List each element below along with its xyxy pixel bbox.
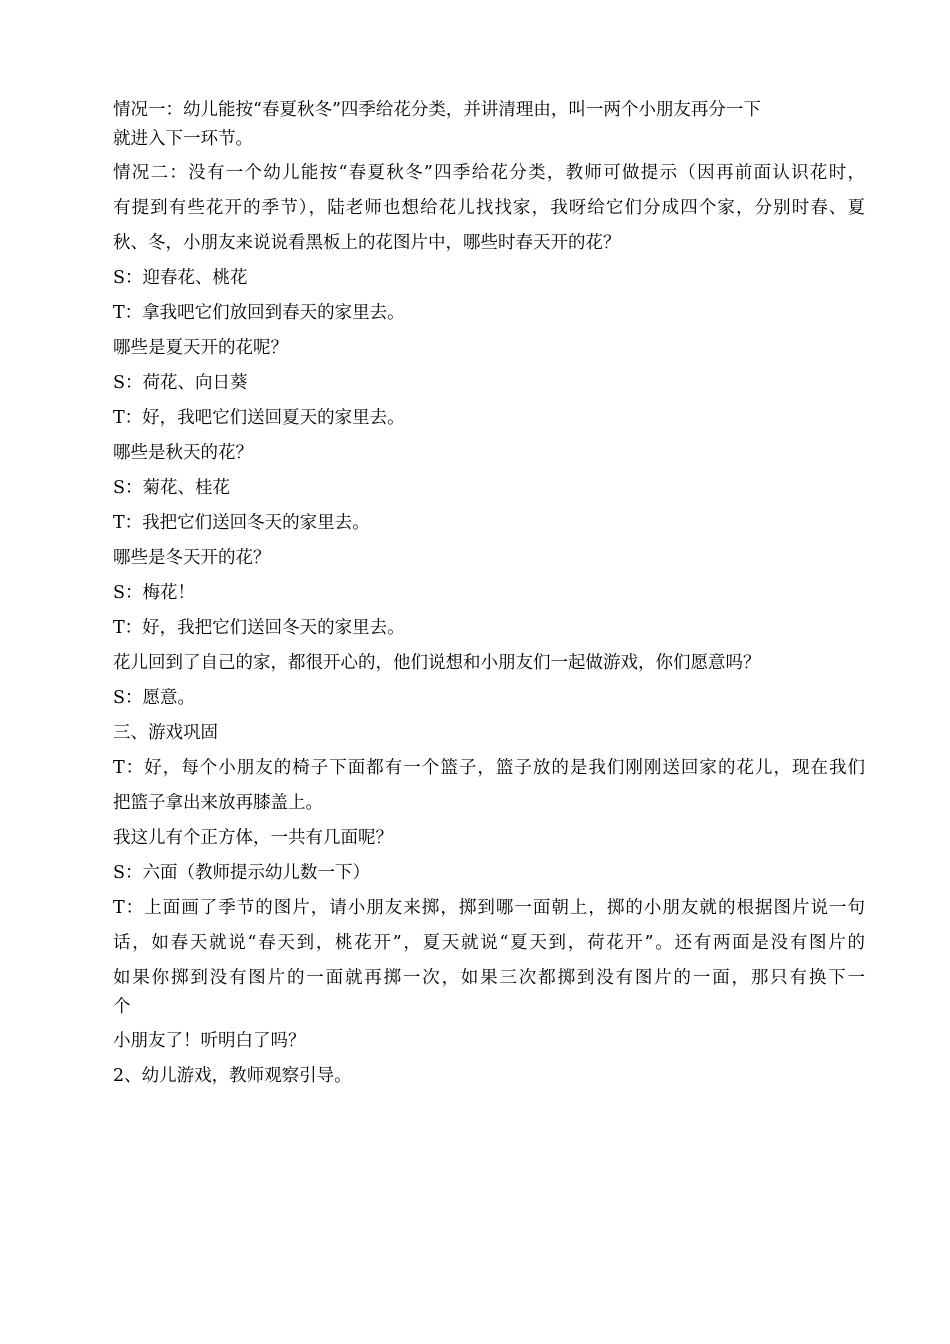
dialogue-line-9: S：荷花、向日葵 [113,373,248,393]
paragraph-line-3: 情况二：没有一个幼儿能按“春夏秋冬”四季给花分类，教师可做提示（因再前面认识花时， [113,163,865,183]
paragraph-line-27: 个 [113,997,131,1017]
dialogue-line-11: 哪些是秋天的花？ [113,443,253,463]
paragraph-line-4: 有提到有些花开的季节），陆老师也想给花儿找找家，我呀给它们分成四个家，分别时春、夏 [113,198,865,218]
paragraph-line-20: T：好，每个小朋友的椅子下面都有一个篮子，篮子放的是我们刚刚送回家的花儿，现在我们 [113,758,865,778]
paragraph-line-22: 我这儿有个正方体，一共有几面呢？ [113,828,393,848]
paragraph-line-26: 如果你掷到没有图片的一面就再掷一次，如果三次都掷到没有图片的一面，那只有换下一 [113,968,865,988]
paragraph-line-1: 情况一：幼儿能按“春夏秋冬”四季给花分类，并讲清理由，叫一两个小朋友再分一下 [113,100,761,120]
paragraph-line-5: 秋、冬，小朋友来说说看黑板上的花图片中，哪些时春天开的花？ [113,233,621,253]
paragraph-line-28: 小朋友了！听明白了吗？ [113,1031,306,1051]
section-heading: 三、游戏巩固 [113,723,218,743]
dialogue-line-14: 哪些是冬天开的花？ [113,548,271,568]
dialogue-line-7: T：拿我吧它们放回到春天的家里去。 [113,303,405,323]
paragraph-line-29: 2、幼儿游戏，教师观察引导。 [113,1066,352,1086]
dialogue-line-18: S：愿意。 [113,688,195,708]
dialogue-line-16: T：好，我把它们送回冬天的家里去。 [113,618,405,638]
paragraph-line-2: 就进入下一环节。 [113,129,253,149]
paragraph-line-21: 把篮子拿出来放再膝盖上。 [113,793,323,813]
document-body [113,98,873,1088]
paragraph-line-25: 话，如春天就说“春天到，桃花开”，夏天就说“夏天到，荷花开”。还有两面是没有图片的 [113,933,865,953]
dialogue-line-15: S：梅花！ [113,583,195,603]
dialogue-line-12: S：菊花、桂花 [113,478,230,498]
paragraph-line-23: S：六面（教师提示幼儿数一下） [113,863,370,883]
dialogue-line-6: S：迎春花、桃花 [113,268,248,288]
dialogue-line-17: 花儿回到了自己的家，都很开心的，他们说想和小朋友们一起做游戏，你们愿意吗？ [113,653,761,673]
dialogue-line-13: T：我把它们送回冬天的家里去。 [113,513,370,533]
dialogue-line-8: 哪些是夏天开的花呢？ [113,338,288,358]
paragraph-line-24: T：上面画了季节的图片，请小朋友来掷，掷到哪一面朝上，掷的小朋友就的根据图片说一句 [113,898,865,918]
dialogue-line-10: T：好，我吧它们送回夏天的家里去。 [113,408,405,428]
